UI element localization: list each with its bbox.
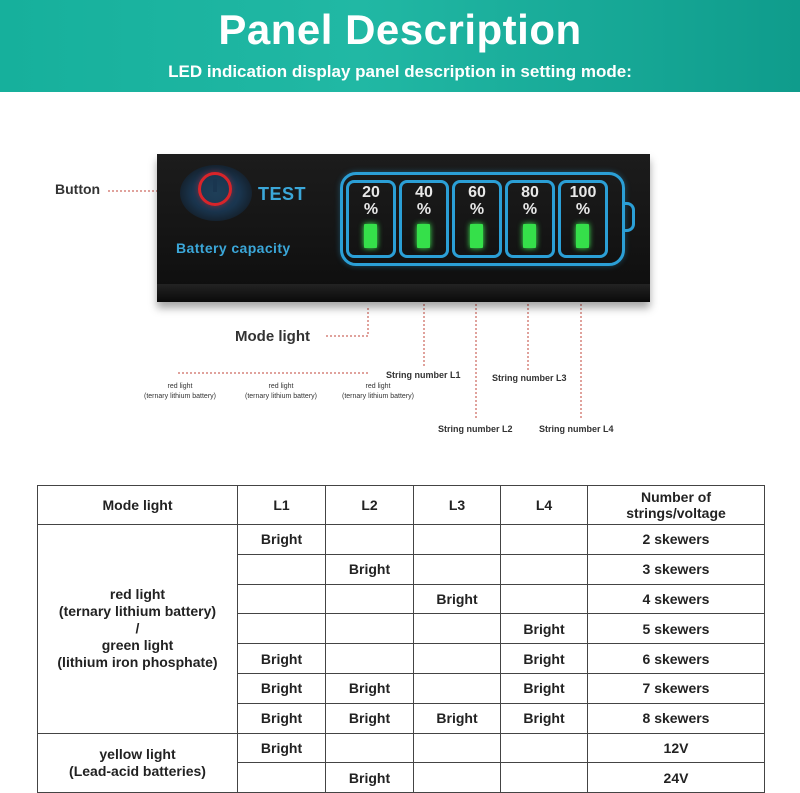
power-icon-bar	[213, 179, 217, 192]
string-l4-callout: String number L4	[539, 424, 614, 434]
cell-l2: Bright	[326, 703, 414, 733]
battery-capacity-label: Battery capacity	[176, 240, 291, 256]
table-row	[38, 733, 765, 763]
cell-l1: Bright	[238, 644, 326, 674]
test-label: TEST	[258, 184, 307, 204]
cell-l4	[501, 733, 588, 763]
battery-terminal-icon	[622, 202, 635, 232]
cell-l4	[501, 763, 588, 793]
red-light-note-3: red light (ternary lithium battery)	[342, 383, 414, 400]
cell-l4	[501, 584, 588, 614]
header-mode-light: Mode light	[38, 486, 238, 525]
cell-result: 7 skewers	[588, 673, 765, 703]
cell-l1: Bright	[238, 703, 326, 733]
header-l3: L3	[414, 486, 501, 525]
cell-l3	[414, 673, 501, 703]
cell-result: 12V	[588, 733, 765, 763]
cell-l4: Bright	[501, 614, 588, 644]
cell-l4	[501, 525, 588, 555]
string-l2-callout: String number L2	[438, 424, 513, 434]
cell-l4	[501, 554, 588, 584]
cell-result: 6 skewers	[588, 644, 765, 674]
table-header-row	[38, 486, 765, 525]
page-title: Panel Description	[218, 6, 582, 53]
cell-l2	[326, 584, 414, 614]
table-row	[38, 525, 765, 555]
mode-group-red-green: red light (ternary lithium battery) / green light (lithium iron phosphate)	[38, 525, 238, 734]
page-subtitle: LED indication display panel description in setting mode:	[168, 62, 632, 81]
cell-l2	[326, 644, 414, 674]
capacity-value-80: 80 %	[521, 184, 539, 218]
cell-result: 3 skewers	[588, 554, 765, 584]
cell-result: 2 skewers	[588, 525, 765, 555]
red-light-note-1: red light (ternary lithium battery)	[144, 383, 216, 400]
cell-l4: Bright	[501, 644, 588, 674]
capacity-value-100: 100 %	[569, 184, 597, 218]
cell-l3	[414, 644, 501, 674]
cell-l3: Bright	[414, 703, 501, 733]
red-light-note-2: red light (ternary lithium battery)	[245, 383, 317, 400]
cell-l2: Bright	[326, 763, 414, 793]
cell-result: 24V	[588, 763, 765, 793]
capacity-value-40: 40 %	[415, 184, 433, 218]
mode-table	[37, 485, 765, 793]
cell-l2: Bright	[326, 554, 414, 584]
cell-l2: Bright	[326, 673, 414, 703]
cell-l4: Bright	[501, 673, 588, 703]
cell-l1: Bright	[238, 673, 326, 703]
led-80	[523, 224, 536, 248]
cell-l3	[414, 733, 501, 763]
button-callout: Button	[55, 181, 101, 197]
cell-l3	[414, 554, 501, 584]
cell-l3	[414, 614, 501, 644]
led-40	[417, 224, 430, 248]
cell-l1	[238, 554, 326, 584]
cell-l1: Bright	[238, 525, 326, 555]
cell-l1: Bright	[238, 733, 326, 763]
capacity-value-60: 60 %	[468, 184, 486, 218]
cell-l3: Bright	[414, 584, 501, 614]
led-20	[364, 224, 377, 248]
cell-l3	[414, 763, 501, 793]
cell-l3	[414, 525, 501, 555]
cell-l2	[326, 733, 414, 763]
cell-l2	[326, 614, 414, 644]
header-l2: L2	[326, 486, 414, 525]
header-strings-voltage: Number of strings/voltage	[588, 486, 765, 525]
cell-l1	[238, 763, 326, 793]
led-60	[470, 224, 483, 248]
capacity-value-20: 20 %	[362, 184, 380, 218]
led-100	[576, 224, 589, 248]
cell-result: 4 skewers	[588, 584, 765, 614]
header-l4: L4	[501, 486, 588, 525]
cell-l2	[326, 525, 414, 555]
mode-light-callout: Mode light	[235, 328, 310, 345]
led-panel-edge	[157, 284, 650, 302]
cell-l1	[238, 614, 326, 644]
cell-l4: Bright	[501, 703, 588, 733]
cell-result: 8 skewers	[588, 703, 765, 733]
mode-group-yellow: yellow light (Lead-acid batteries)	[38, 733, 238, 793]
string-l3-callout: String number L3	[492, 373, 567, 383]
cell-l1	[238, 584, 326, 614]
cell-result: 5 skewers	[588, 614, 765, 644]
string-l1-callout: String number L1	[386, 370, 461, 380]
header-l1: L1	[238, 486, 326, 525]
